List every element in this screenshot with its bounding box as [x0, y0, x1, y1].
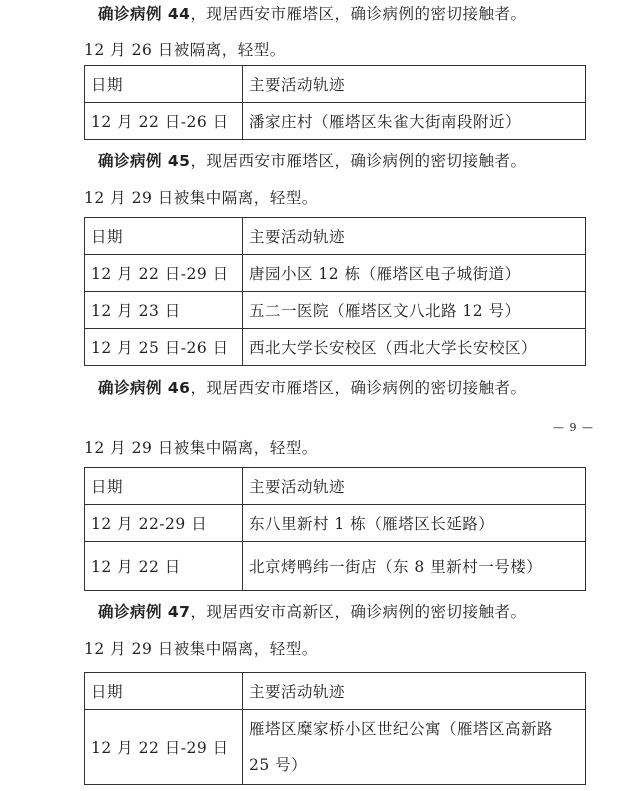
- case-heading: [98, 2, 526, 24]
- table-header-row: [85, 468, 586, 505]
- row-track: 唐园小区 12 栋（雁塔区电子城街道）: [243, 255, 586, 292]
- table-header-row: [85, 218, 586, 255]
- date-header: 日期: [85, 66, 243, 103]
- page-number: — 9 —: [553, 421, 594, 434]
- table-header-row: [85, 66, 586, 103]
- track-header: 主要活动轨迹: [243, 673, 586, 710]
- row-track: 五二一医院（雁塔区文八北路 12 号）: [243, 292, 586, 329]
- case-label: 确诊病例 46: [98, 379, 191, 397]
- trace-table: [84, 65, 586, 140]
- case-heading: [98, 376, 526, 398]
- trace-table: [84, 672, 586, 785]
- table-row: [85, 505, 586, 542]
- table-header-row: [85, 673, 586, 710]
- table-row: [85, 292, 586, 329]
- table-row: [85, 103, 586, 140]
- case-description: ，现居西安市雁塔区，确诊病例的密切接触者。: [190, 5, 527, 23]
- case-label: 确诊病例 47: [98, 603, 191, 621]
- table-row: [85, 255, 586, 292]
- table-row: [85, 710, 586, 785]
- case-heading: [98, 600, 526, 622]
- row-date: 12 月 22 日-26 日: [85, 103, 243, 140]
- row-date: 12 月 22 日: [85, 542, 243, 591]
- trace-table: [84, 217, 586, 366]
- date-header: 日期: [85, 673, 243, 710]
- isolation-note: 12 月 29 日被集中隔离，轻型。: [84, 189, 318, 207]
- isolation-note: 12 月 26 日被隔离，轻型。: [84, 41, 286, 59]
- row-track: 潘家庄村（雁塔区朱雀大街南段附近）: [243, 103, 586, 140]
- row-track: 北京烤鸭纬一街店（东 8 里新村一号楼）: [243, 542, 586, 591]
- row-track: 东八里新村 1 栋（雁塔区长延路）: [243, 505, 586, 542]
- date-header: 日期: [85, 218, 243, 255]
- row-date: 12 月 22-29 日: [85, 505, 243, 542]
- track-header: 主要活动轨迹: [243, 218, 586, 255]
- table-row: [85, 329, 586, 366]
- case-label: 确诊病例 45: [98, 152, 191, 170]
- row-date: 12 月 25 日-26 日: [85, 329, 243, 366]
- row-date: 12 月 23 日: [85, 292, 243, 329]
- isolation-note: 12 月 29 日被集中隔离，轻型。: [84, 640, 318, 658]
- isolation-note: 12 月 29 日被集中隔离，轻型。: [84, 439, 318, 457]
- track-header: 主要活动轨迹: [243, 66, 586, 103]
- table-row: [85, 542, 586, 591]
- date-header: 日期: [85, 468, 243, 505]
- case-description: ，现居西安市雁塔区，确诊病例的密切接触者。: [190, 379, 527, 397]
- trace-table: [84, 467, 586, 591]
- row-track: 雁塔区糜家桥小区世纪公寓（雁塔区高新路 25 号）: [243, 710, 586, 785]
- case-description: ，现居西安市高新区，确诊病例的密切接触者。: [190, 603, 527, 621]
- row-date: 12 月 22 日-29 日: [85, 255, 243, 292]
- row-track: 西北大学长安校区（西北大学长安校区）: [243, 329, 586, 366]
- case-description: ，现居西安市雁塔区，确诊病例的密切接触者。: [190, 152, 527, 170]
- row-date: 12 月 22 日-29 日: [85, 710, 243, 785]
- track-header: 主要活动轨迹: [243, 468, 586, 505]
- case-label: 确诊病例 44: [98, 5, 191, 23]
- case-heading: [98, 149, 526, 171]
